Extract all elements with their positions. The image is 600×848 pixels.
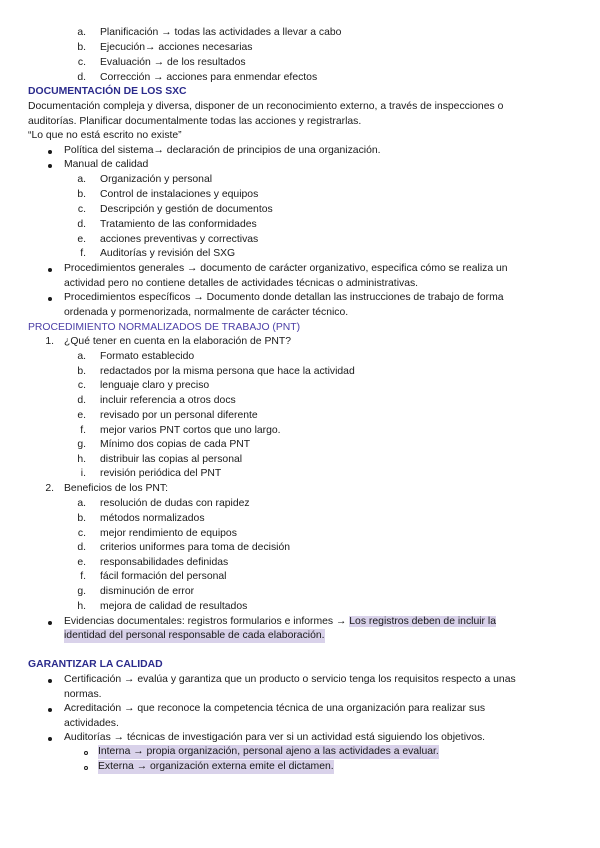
list-marker: f. [80,571,86,582]
bullet-icon [48,621,52,625]
list-item: Corrección → acciones para enmendar efectos [100,72,318,83]
section-heading-garantizar: GARANTIZAR LA CALIDAD [28,659,163,670]
highlighted-text: identidad del personal responsable de cada elaboración. [64,630,325,641]
list-item: Planificación → todas las actividades a llevar a cabo [100,27,342,38]
list-item: resolución de dudas con rapidez [100,498,250,509]
list-marker: 2. [45,483,54,494]
bullet-icon [48,297,52,301]
bullet-icon [48,268,52,272]
list-marker: c. [77,204,86,215]
bullet-icon [48,164,52,168]
list-item: incluir referencia a otros docs [100,395,236,406]
list-item: Control de instalaciones y equipos [100,189,259,200]
list-item: fácil formación del personal [100,571,227,582]
list-item: disminución de error [100,586,195,597]
list-marker: d. [77,542,86,553]
list-item: revisado por un personal diferente [100,410,258,421]
list-item: Formato establecido [100,351,195,362]
list-marker: g. [77,586,86,597]
list-marker: d. [77,72,86,83]
list-marker: c. [77,528,86,539]
list-item: Mínimo dos copias de cada PNT [100,439,251,450]
bullet-item-evidencias [64,615,496,629]
list-marker: h. [77,454,86,465]
list-marker: 1. [45,336,54,347]
bullet-item-generales-cont: actividad pero no contiene detalles de actividades técnicas o administrativas. [64,278,419,289]
list-item: mejora de calidad de resultados [100,601,248,612]
list-marker: i. [80,468,86,479]
paragraph-line: Documentación compleja y diversa, disponer de un reconocimiento externo, a través de inspecciones o [28,101,504,112]
list-item: Auditorías y revisión del SXG [100,248,236,259]
bullet-item-acreditacion-cont: actividades. [64,718,119,729]
list-marker: b. [77,366,86,377]
list-item: Ejecución→ acciones necesarias [100,42,253,53]
list-marker: e. [77,410,86,421]
list-item: mejor rendimiento de equipos [100,528,237,539]
list-item: Evaluación → de los resultados [100,57,246,68]
list-marker: c. [77,57,86,68]
bullet-item-certificacion: Certificación → evalúa y garantiza que un producto o servicio tenga los requisitos respecto a unas [64,674,516,685]
list-marker: b. [77,189,86,200]
numbered-item-q1: ¿Qué tener en cuenta en la elaboración de PNT? [64,336,292,347]
list-item: criterios uniformes para toma de decisión [100,542,291,553]
bullet-item-generales: Procedimientos generales → documento de carácter organizativo, especifica cómo se realiza un [64,263,508,274]
list-marker: d. [77,219,86,230]
list-marker: f. [80,425,86,436]
bullet-item-especificos-cont: ordenada y pormenorizada, normalmente de carácter técnico. [64,307,349,318]
list-item: distribuir las copias al personal [100,454,243,465]
list-marker: g. [77,439,86,450]
list-item: mejor varios PNT cortos que uno largo. [100,425,281,436]
list-item: redactados por la misma persona que hace la actividad [100,366,355,377]
circle-bullet-icon [84,766,88,770]
list-marker: b. [77,42,86,53]
list-item: Descripción y gestión de documentos [100,204,273,215]
circle-bullet-icon [84,751,88,755]
list-item: revisión periódica del PNT [100,468,222,479]
evidencias-text: Evidencias documentales: registros formularios e informes → [64,616,350,627]
list-marker: h. [77,601,86,612]
bullet-icon [48,708,52,712]
list-item: acciones preventivas y correctivas [100,234,259,245]
bullet-item-especificos: Procedimientos específicos → Documento donde detallan las instrucciones de trabajo de forma [64,292,504,303]
sub-item-externa: Externa → organización externa emite el dictamen. [98,761,334,772]
bullet-item-auditorias: Auditorías → técnicas de investigación para ver si un actividad está siguiendo los objetivos. [64,732,486,743]
bullet-icon [48,150,52,154]
highlighted-text: Los registros deben de incluir la [349,616,496,627]
section-heading-documentacion: DOCUMENTACIÓN DE LOS SXC [28,86,187,97]
list-item: responsabilidades definidas [100,557,229,568]
list-marker: c. [77,380,86,391]
list-marker: f. [80,248,86,259]
bullet-icon [48,679,52,683]
list-marker: e. [77,557,86,568]
list-item: lenguaje claro y preciso [100,380,210,391]
list-item: Tratamiento de las conformidades [100,219,257,230]
bullet-item-politica: Política del sistema→ declaración de principios de una organización. [64,145,381,156]
list-marker: d. [77,395,86,406]
bullet-item-acreditacion: Acreditación → que reconoce la competencia técnica de una organización para realizar sus [64,703,486,714]
list-marker: a. [77,27,86,38]
list-marker: a. [77,498,86,509]
paragraph-line: “Lo que no está escrito no existe” [28,130,182,141]
section-heading-pnt: PROCEDIMIENTO NORMALIZADOS DE TRABAJO (PNT) [28,322,301,333]
bullet-item-certificacion-cont: normas. [64,689,102,700]
paragraph-line: auditorías. Planificar documentalmente todas las acciones y registrarlas. [28,116,362,127]
list-item: Organización y personal [100,174,213,185]
list-marker: e. [77,234,86,245]
bullet-item-manual: Manual de calidad [64,159,149,170]
list-marker: a. [77,351,86,362]
bullet-icon [48,737,52,741]
sub-item-interna: Interna → propia organización, personal ajeno a las actividades a evaluar. [98,746,439,757]
list-item: métodos normalizados [100,513,205,524]
list-marker: a. [77,174,86,185]
list-marker: b. [77,513,86,524]
numbered-item-q2: Beneficios de los PNT: [64,483,168,494]
